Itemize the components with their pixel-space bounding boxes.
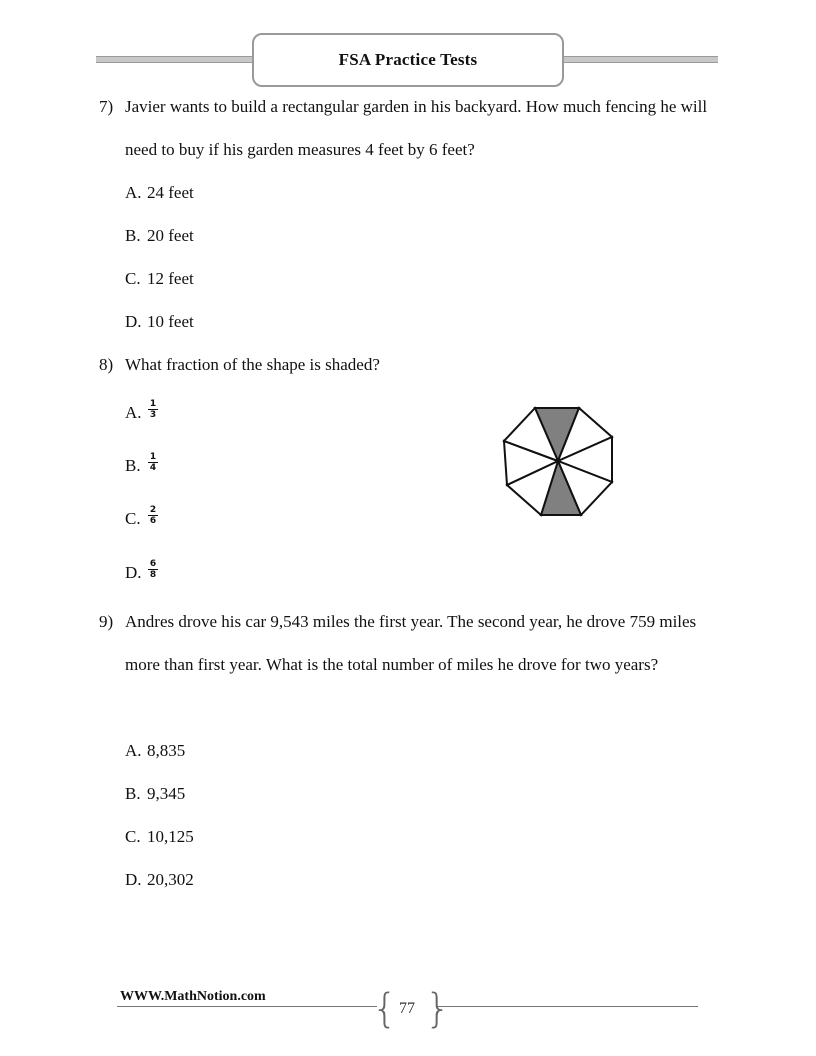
option-letter: C. xyxy=(125,509,141,528)
option-7c xyxy=(125,269,194,289)
option-letter: D. xyxy=(125,312,142,331)
question-number: 7) xyxy=(99,97,114,116)
option-letter: D. xyxy=(125,870,142,889)
left-bracket-icon: { xyxy=(372,986,398,1032)
option-letter: D. xyxy=(125,563,142,582)
fraction-8c xyxy=(148,505,158,526)
fraction-denominator: 6 xyxy=(149,516,157,526)
option-9b xyxy=(125,784,185,804)
question-text: Javier wants to build a rectangular garden in his backyard. How much fencing he will need to buy if his garden measures 4 feet by 6 feet? xyxy=(125,97,708,159)
option-7d xyxy=(125,312,194,332)
option-text: 10,125 xyxy=(147,827,194,846)
header-rule-left xyxy=(96,56,256,63)
question-number: 9) xyxy=(99,612,114,631)
option-9d xyxy=(125,870,194,890)
option-8c xyxy=(125,509,147,529)
right-bracket-icon: } xyxy=(425,986,451,1032)
option-letter: C. xyxy=(125,827,141,846)
footer-rule-right xyxy=(436,1006,698,1007)
fraction-numerator: 1 xyxy=(149,399,157,409)
option-8b xyxy=(125,456,147,476)
option-letter: B. xyxy=(125,456,141,475)
question-text: Andres drove his car 9,543 miles the first year. The second year, he drove 759 miles more than first year. What is the total number of miles he drove for two years? xyxy=(125,612,697,674)
header-rule-right xyxy=(560,56,718,63)
option-7a xyxy=(125,183,194,203)
page-header xyxy=(252,33,564,87)
option-9c xyxy=(125,827,194,847)
shaded-octagon-icon xyxy=(500,405,616,517)
option-8a xyxy=(125,403,147,423)
fraction-denominator: 8 xyxy=(149,570,157,580)
option-text: 24 feet xyxy=(147,183,194,202)
fraction-8d xyxy=(148,559,158,580)
option-text: 20 feet xyxy=(147,226,194,245)
option-text: 10 feet xyxy=(147,312,194,331)
fraction-denominator: 4 xyxy=(149,463,157,473)
option-9a xyxy=(125,741,185,761)
option-letter: B. xyxy=(125,784,141,803)
option-text: 12 feet xyxy=(147,269,194,288)
option-text: 20,302 xyxy=(147,870,194,889)
option-letter: B. xyxy=(125,226,141,245)
option-8d xyxy=(125,563,147,583)
fraction-numerator: 1 xyxy=(149,452,157,462)
option-7b xyxy=(125,226,194,246)
option-letter: A. xyxy=(125,183,142,202)
page-number: 77 xyxy=(399,1000,415,1017)
fraction-8a xyxy=(148,399,158,420)
fraction-numerator: 2 xyxy=(149,505,157,515)
option-letter: A. xyxy=(125,403,142,422)
footer-website: WWW.MathNotion.com xyxy=(120,989,266,1004)
fraction-numerator: 6 xyxy=(149,559,157,569)
option-letter: C. xyxy=(125,269,141,288)
option-letter: A. xyxy=(125,741,142,760)
page-title: FSA Practice Tests xyxy=(338,50,478,69)
question-number: 8) xyxy=(99,355,114,374)
question-text: What fraction of the shape is shaded? xyxy=(125,355,380,374)
fraction-8b xyxy=(148,452,158,473)
option-text: 8,835 xyxy=(147,741,186,760)
option-text: 9,345 xyxy=(147,784,186,803)
fraction-denominator: 3 xyxy=(149,410,157,420)
footer-rule-left xyxy=(117,1006,377,1007)
